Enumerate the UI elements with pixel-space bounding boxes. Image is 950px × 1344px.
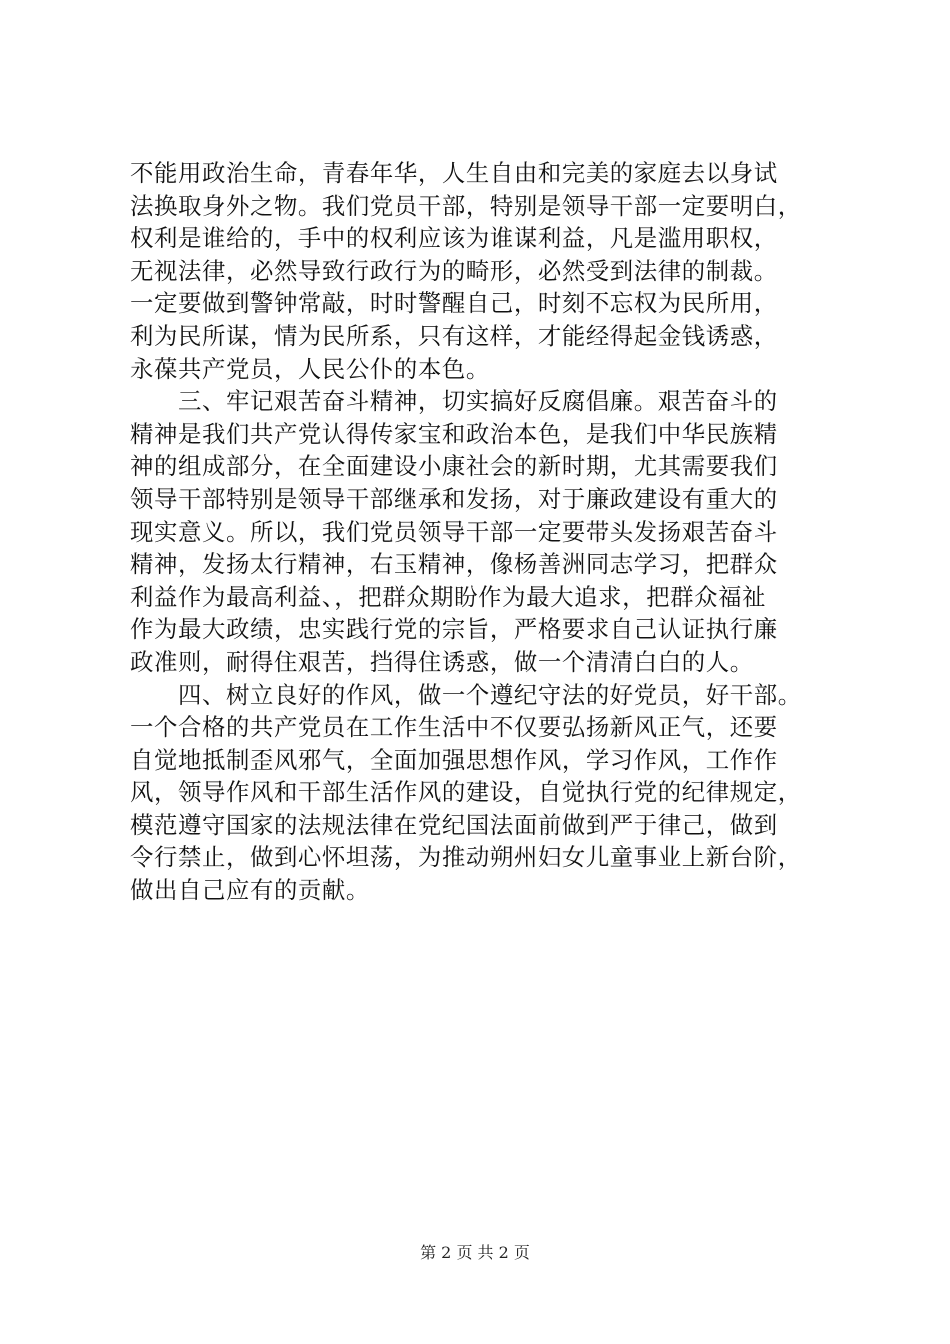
text-line: 永葆共产党员，人民公仆的本色。 bbox=[130, 354, 490, 383]
text-line: 风，领导作风和干部生活作风的建设，自觉执行党的纪律规定， bbox=[130, 778, 802, 807]
text-line: 政准则，耐得住艰苦，挡得住诱惑，做一个清清白白的人。 bbox=[130, 647, 754, 676]
text-line: 一定要做到警钟常敲，时时警醒自己，时刻不忘权为民所用， bbox=[130, 289, 778, 318]
text-line: 神的组成部分，在全面建设小康社会的新时期，尤其需要我们 bbox=[130, 452, 778, 481]
text-line: 权利是谁给的，手中的权利应该为谁谋利益，凡是滥用职权， bbox=[130, 224, 778, 253]
document-body bbox=[130, 157, 850, 907]
text-line: 利为民所谋，情为民所系，只有这样，才能经得起金钱诱惑， bbox=[130, 321, 778, 350]
text-line: 不能用政治生命，青春年华，人生自由和完美的家庭去以身试 bbox=[130, 159, 778, 187]
text-line: 自觉地抵制歪风邪气，全面加强思想作风，学习作风，工作作 bbox=[130, 745, 778, 774]
text-line: 精神是我们共产党认得传家宝和政治本色，是我们中华民族精 bbox=[130, 419, 778, 448]
text-line: 利益作为最高利益、，把群众期盼作为最大追求，把群众福祉 bbox=[130, 582, 767, 611]
text-line: 作为最大政绩，忠实践行党的宗旨，严格要求自己认证执行廉 bbox=[130, 615, 778, 644]
text-line: 无视法律，必然导致行政行为的畸形，必然受到法律的制裁。 bbox=[130, 256, 778, 285]
text-line: 模范遵守国家的法规法律在党纪国法面前做到严于律己，做到 bbox=[130, 810, 778, 839]
text-line: 一个合格的共产党员在工作生活中不仅要弘扬新风正气，还要 bbox=[130, 713, 778, 742]
paragraph-start-line: 四、树立良好的作风，做一个遵纪守法的好党员，好干部。 bbox=[130, 680, 802, 709]
text-line: 令行禁止，做到心怀坦荡，为推动朔州妇女儿童事业上新台阶， bbox=[130, 843, 802, 872]
page-number-footer: 第 2 页 共 2 页 bbox=[420, 1243, 530, 1262]
text-line: 领导干部特别是领导干部继承和发扬，对于廉政建设有重大的 bbox=[130, 484, 778, 513]
text-line: 精神，发扬太行精神，右玉精神，像杨善洲同志学习，把群众 bbox=[130, 550, 778, 579]
text-line: 做出自己应有的贡献。 bbox=[130, 876, 370, 905]
text-line: 法换取身外之物。我们党员干部，特别是领导干部一定要明白， bbox=[130, 191, 802, 220]
text-line: 现实意义。所以，我们党员领导干部一定要带头发扬艰苦奋斗 bbox=[130, 517, 778, 546]
paragraph-start-line: 三、牢记艰苦奋斗精神，切实搞好反腐倡廉。艰苦奋斗的 bbox=[130, 387, 778, 416]
